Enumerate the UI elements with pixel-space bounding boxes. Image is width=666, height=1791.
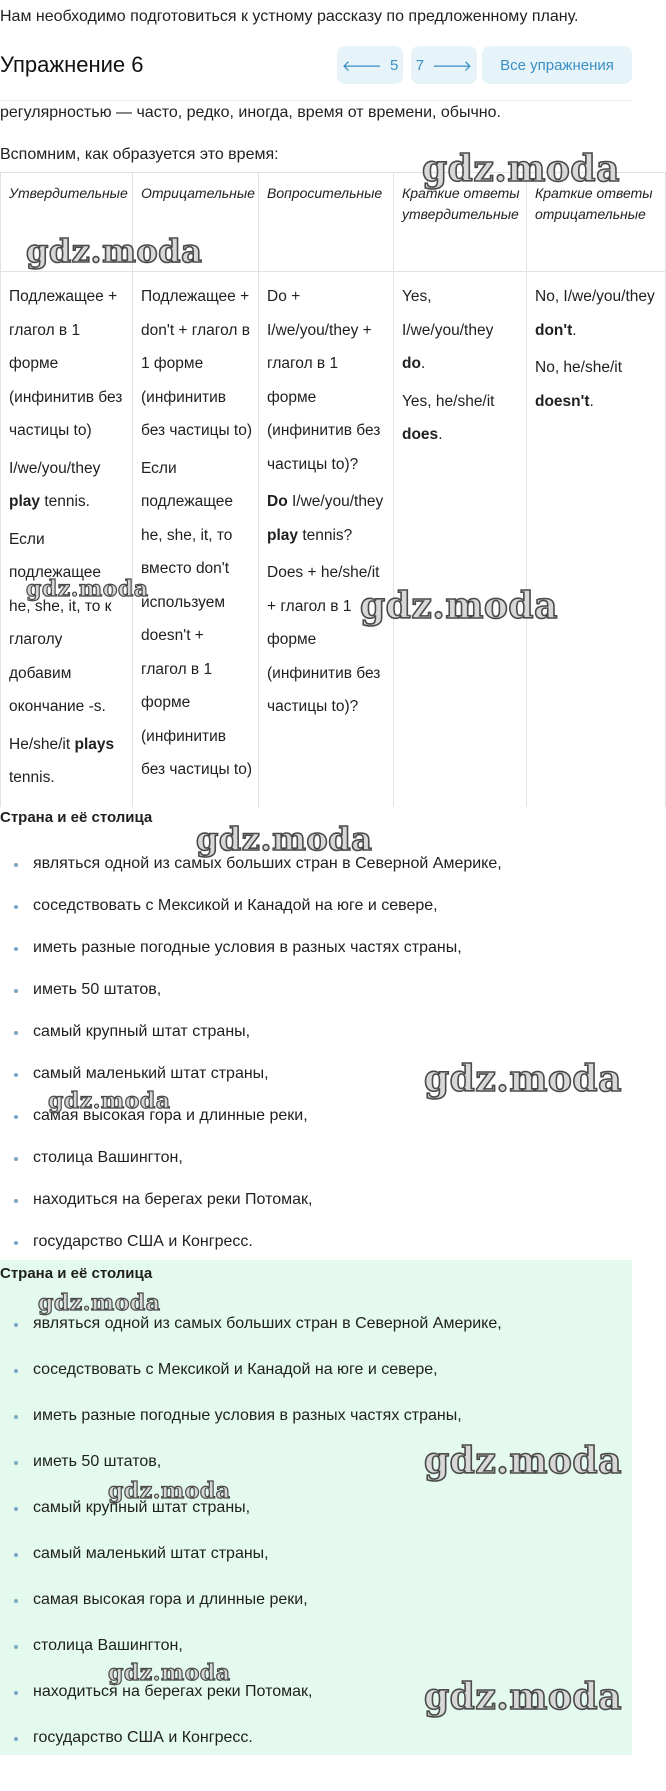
- recall-text: Вспомним, как образуется это время:: [0, 146, 279, 163]
- text: tennis.: [9, 769, 55, 786]
- bullet-icon: [14, 1737, 18, 1741]
- cell-paragraph: [402, 280, 520, 381]
- bold-text: play: [267, 526, 299, 544]
- plan-list: [0, 854, 632, 1252]
- list-item: [0, 1406, 632, 1426]
- watermark: gdz.moda: [108, 1478, 231, 1504]
- bullet-icon: [14, 1369, 18, 1373]
- list-item: [0, 1590, 632, 1610]
- column-header: Утвердительные: [1, 173, 133, 272]
- watermark: gdz.moda: [196, 820, 373, 858]
- exercise-header: [0, 46, 632, 86]
- column-header: Вопросительные: [259, 173, 394, 272]
- bold-text: play: [9, 493, 41, 510]
- watermark: gdz.moda: [424, 1676, 622, 1718]
- list-item-text: самый крупный штат страны,: [33, 1499, 251, 1516]
- exercise-title: Упражнение 6: [0, 52, 144, 77]
- list-item: [0, 1728, 632, 1748]
- bullet-icon: [14, 1507, 18, 1511]
- list-item: [0, 1232, 632, 1252]
- cell-paragraph: [402, 385, 520, 452]
- watermark: gdz.moda: [424, 1440, 622, 1482]
- bullet-icon: [14, 1115, 18, 1119]
- watermark: gdz.moda: [108, 1660, 231, 1686]
- cell-paragraph: [535, 351, 659, 418]
- text: I/we/you/they: [9, 459, 101, 477]
- cell-paragraph: [267, 485, 387, 552]
- list-item-text: иметь разные погодные условия в разных частях страны,: [33, 939, 462, 956]
- text: .: [438, 426, 443, 443]
- list-item: [0, 896, 632, 916]
- text: Yes, I/we/you/they: [402, 288, 494, 339]
- text: No, I/we/you/they: [535, 288, 655, 305]
- cell-paragraph: Does + he/she/it + глагол в 1 форме (инфинитив без частицы to)?: [267, 564, 381, 715]
- list-item: [0, 1636, 632, 1656]
- table-cell-negative: [133, 272, 259, 807]
- bold-text: Do: [267, 493, 288, 510]
- list-item-text: соседствовать с Мексикой и Канадой на юге и севере,: [33, 897, 438, 914]
- list-item-text: являться одной из самых больших стран в Северной Америке,: [33, 855, 502, 872]
- bullet-icon: [14, 989, 18, 993]
- prev-exercise-label: 5: [389, 56, 399, 74]
- list-item-text: столица Вашингтон,: [33, 1637, 183, 1654]
- bold-text: do: [402, 355, 421, 372]
- cell-paragraph: [535, 280, 659, 347]
- bullet-icon: [14, 1415, 18, 1419]
- cell-paragraph: [9, 728, 126, 795]
- plan-section: [0, 804, 632, 1260]
- list-item: [0, 938, 632, 958]
- arrow-left-icon: 🡐: [341, 57, 382, 75]
- watermark: gdz.moda: [26, 576, 149, 602]
- watermark: gdz.moda: [26, 232, 203, 270]
- next-exercise-label: 7: [415, 56, 425, 74]
- text: Yes, he/she/it: [402, 392, 495, 410]
- text: tennis?: [298, 526, 353, 544]
- intro-text: Нам необходимо подготовиться к устному рассказу по предложенному плану.: [0, 8, 579, 25]
- bullet-icon: [14, 1691, 18, 1695]
- table-cell-affirmative: [1, 272, 133, 807]
- all-exercises-button[interactable]: [482, 46, 632, 84]
- header-divider: [0, 100, 632, 101]
- section-title: Страна и её столица: [0, 1265, 153, 1282]
- bold-text: doesn't: [535, 392, 590, 410]
- arrow-right-icon: 🡒: [432, 57, 473, 75]
- bullet-icon: [14, 1157, 18, 1161]
- cell-paragraph: Подлежащее + глагол в 1 форме (инфинитив без частицы to): [9, 288, 123, 439]
- bullet-icon: [14, 947, 18, 951]
- table-cell-short-no: [527, 272, 666, 807]
- bold-text: plays: [74, 735, 115, 753]
- list-item-text: государство США и Конгресс.: [33, 1233, 253, 1250]
- bold-text: don't: [535, 321, 573, 339]
- list-item: [0, 1360, 632, 1380]
- list-item: [0, 1022, 632, 1042]
- list-item: [0, 1148, 632, 1168]
- list-item-text: государство США и Конгресс.: [33, 1729, 253, 1746]
- list-item-text: самый маленький штат страны,: [33, 1545, 269, 1562]
- list-item: [0, 1544, 632, 1564]
- bullet-icon: [14, 1461, 18, 1465]
- bullet-icon: [14, 905, 18, 909]
- watermark: gdz.moda: [422, 148, 620, 190]
- list-item-text: иметь разные погодные условия в разных частях страны,: [33, 1407, 462, 1424]
- list-item: [0, 980, 632, 1000]
- bullet-icon: [14, 1323, 18, 1327]
- bullet-icon: [14, 1241, 18, 1245]
- list-item-text: являться одной из самых больших стран в Северной Америке,: [33, 1315, 502, 1332]
- bullet-icon: [14, 1553, 18, 1557]
- list-item-text: соседствовать с Мексикой и Канадой на юге и севере,: [33, 1361, 438, 1378]
- bullet-icon: [14, 1073, 18, 1077]
- list-item-text: самая высокая гора и длинные реки,: [33, 1107, 308, 1124]
- bullet-icon: [14, 863, 18, 867]
- watermark: gdz.moda: [38, 1290, 161, 1316]
- text: I/we/you/they: [287, 493, 384, 510]
- table-cell-short-yes: [394, 272, 527, 807]
- list-item-text: иметь 50 штатов,: [33, 981, 162, 998]
- watermark: gdz.moda: [48, 1088, 171, 1114]
- text: .: [572, 321, 577, 339]
- list-item-text: самая высокая гора и длинные реки,: [33, 1591, 308, 1608]
- cell-paragraph: Do + I/we/you/they + глагол в 1 форме (инфинитив без частицы to)?: [267, 288, 381, 473]
- cell-paragraph: Если подлежащее he, she, it, то вместо don't используем doesn't + глагол в 1 форме (инфинитив без частицы to): [141, 459, 253, 778]
- list-item-text: иметь 50 штатов,: [33, 1453, 162, 1470]
- text: He/she/it: [9, 735, 75, 753]
- cell-paragraph: Подлежащее + don't + глагол в 1 форме (инфинитив без частицы to): [141, 288, 253, 439]
- partial-text: регулярностью — часто, редко, иногда, время от времени, обычно.: [0, 104, 501, 121]
- list-item: [0, 1314, 632, 1334]
- watermark: gdz.moda: [360, 585, 558, 627]
- text: .: [589, 392, 594, 410]
- bullet-icon: [14, 1599, 18, 1603]
- bullet-icon: [14, 1031, 18, 1035]
- list-item: [0, 1498, 632, 1518]
- list-item-text: самый крупный штат страны,: [33, 1023, 251, 1040]
- column-header: Краткие ответы отрицательные: [527, 173, 666, 272]
- list-item: [0, 1190, 632, 1210]
- text: .: [420, 355, 426, 372]
- column-header: Краткие ответы утвердительные: [394, 173, 527, 272]
- prev-exercise-button[interactable]: [337, 46, 403, 84]
- text: No, he/she/it: [535, 359, 623, 376]
- bullet-icon: [14, 1199, 18, 1203]
- bold-text: does: [402, 426, 439, 443]
- all-exercises-label: Все упражнения: [500, 56, 614, 74]
- list-item-text: находиться на берегах реки Потомак,: [33, 1191, 313, 1208]
- list-item-text: находиться на берегах реки Потомак,: [33, 1683, 313, 1700]
- cell-paragraph: Если подлежащее he, she, it, то к глаголу добавим окончание -s.: [9, 530, 112, 715]
- list-item-text: столица Вашингтон,: [33, 1149, 183, 1166]
- watermark: gdz.moda: [424, 1058, 622, 1100]
- bullet-icon: [14, 1645, 18, 1649]
- next-exercise-button[interactable]: [411, 46, 477, 84]
- column-header: Отрицательные: [133, 173, 259, 272]
- table-row: [1, 272, 666, 807]
- text: tennis.: [40, 493, 90, 510]
- section-title: Страна и её столица: [0, 809, 153, 826]
- cell-paragraph: [9, 452, 126, 519]
- table-cell-question: [259, 272, 394, 807]
- list-item-text: самый маленький штат страны,: [33, 1065, 269, 1082]
